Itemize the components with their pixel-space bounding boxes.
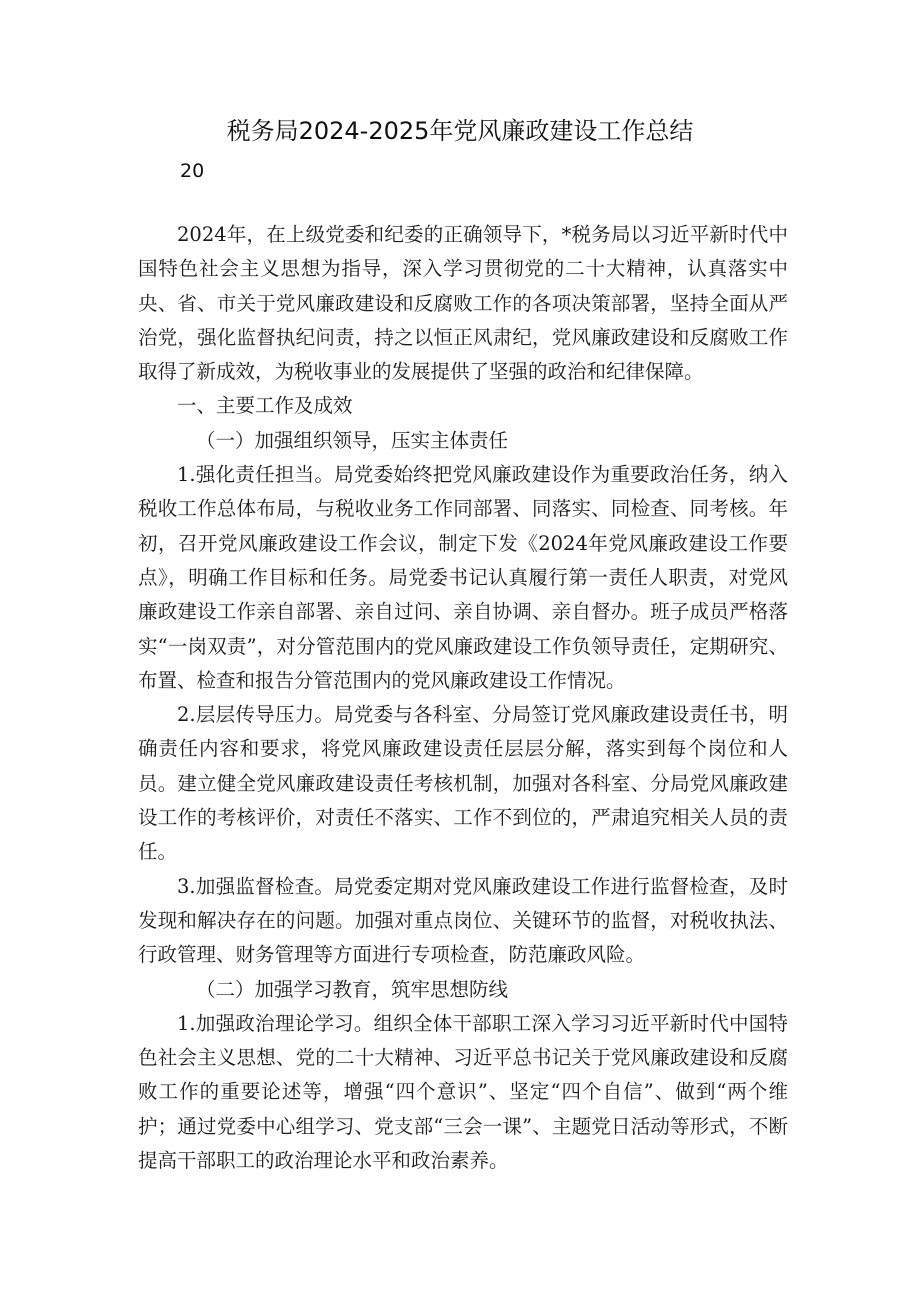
document-body — [138, 218, 788, 1178]
section-heading-1: 一、主要工作及成效 — [177, 394, 353, 418]
document-title: 税务局2024-2025年党风廉政建设工作总结 — [226, 117, 694, 145]
paragraph-item-1-3: 3.加强监督检查。局党委定期对党风廉政建设工作进行监督检查，及时发现和解决存在的问题。加强对重点岗位、关键环节的监督，对税收执法、行政管理、财务管理等方面进行专项检查，防范廉政风险。 — [138, 874, 788, 967]
paragraph-item-1-2: 2.层层传导压力。局党委与各科室、分局签订党风廉政建设责任书，明确责任内容和要求，将党风廉政建设责任层层分解，落实到每个岗位和人员。建立健全党风廉政建设责任考核机制，加强对各科室、分局党风廉政建设工作的考核评价，对责任不落实、工作不到位的，严肃追究相关人员的责任。 — [138, 703, 788, 864]
paragraph-intro: 2024年，在上级党委和纪委的正确领导下，*税务局以习近平新时代中国特色社会主义思想为指导，深入学习贯彻党的二十大精神，认真落实中央、省、市关于党风廉政建设和反腐败工作的各项决策部署，坚持全面从严治党，强化监督执纪问责，持之以恒正风肃纪，党风廉政建设和反腐败工作取得了新成效，为税收事业的发展提供了坚强的政治和纪律保障。 — [138, 223, 788, 384]
paragraph-item-1-1: 1.强化责任担当。局党委始终把党风廉政建设作为重要政治任务，纳入税收工作总体布局，与税收业务工作同部署、同落实、同检查、同考核。年初，召开党风廉政建设工作会议，制定下发《2024年党风廉政建设工作要点》，明确工作目标和任务。局党委书记认真履行第一责任人职责，对党风廉政建设工作亲自部署、亲自过问、亲自协调、亲自督办。班子成员严格落实“一岗双责”，对分管范围内的党风廉政建设工作负领导责任，定期研究、布置、检查和报告分管范围内的党风廉政建设工作情况。 — [138, 463, 788, 692]
paragraph-item-2-1: 1.加强政治理论学习。组织全体干部职工深入学习习近平新时代中国特色社会主义思想、党的二十大精神、习近平总书记关于党风廉政建设和反腐败工作的重要论述等，增强“四个意识”、坚定“四个自信”、做到“两个维护；通过党委中心组学习、党支部“三会一课”、主题党日活动等形式，不断提高干部职工的政治理论水平和政治素养。 — [138, 1011, 788, 1173]
document-subline: 20 — [180, 160, 205, 182]
subsection-heading-2: （二）加强学习教育，筑牢思想防线 — [196, 977, 509, 1001]
subsection-heading-1: （一）加强组织领导，压实主体责任 — [196, 428, 509, 452]
